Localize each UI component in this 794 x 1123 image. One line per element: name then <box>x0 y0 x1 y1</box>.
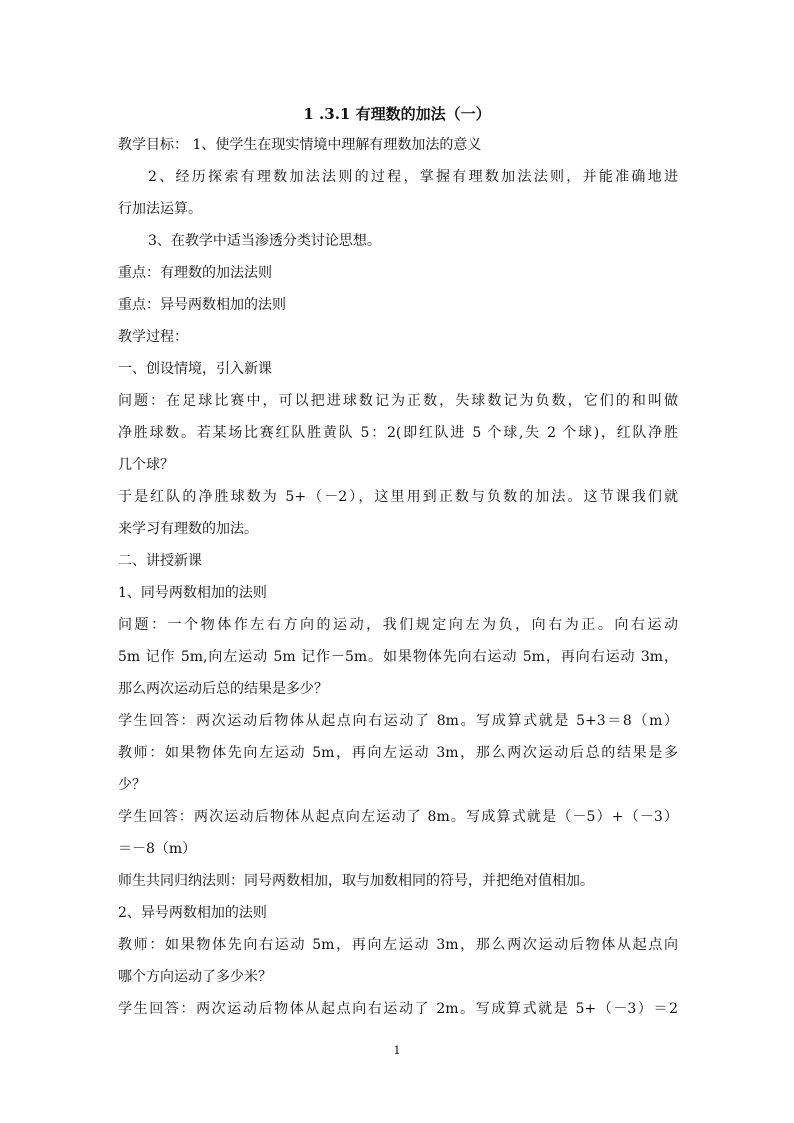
paragraph-line: 净胜球数。若某场比赛红队胜黄队 5：2(即红队进 5 个球,失 2 个球)，红队净胜 <box>118 425 678 441</box>
teaching-process-heading: 教学过程： <box>118 329 188 345</box>
page-number: 1 <box>393 1044 401 1057</box>
objective-line-3: 3、在教学中适当渗透分类讨论思想。 <box>148 233 381 249</box>
student-answer-line: 学生回答：两次运动后物体从起点向左运动了 8m。写成算式就是（－5）+（－3） <box>118 809 678 825</box>
teacher-question-line-continued: 少？ <box>118 777 146 793</box>
teacher-question-line: 教师：如果物体先向右运动 5m，再向左运动 3m，那么两次运动后物体从起点向 <box>118 937 678 953</box>
paragraph-line: 几个球？ <box>118 457 174 473</box>
page-title: 1 .3.1 有理数的加法（一） <box>303 105 491 123</box>
section-heading-intro: 一、创设情境，引入新课 <box>118 361 272 377</box>
paragraph-line: 问题：一个物体作左右方向的运动，我们规定向左为负，向右为正。向右运动 <box>118 617 678 633</box>
student-answer-line: 学生回答：两次运动后物体从起点向右运动了 2m。写成算式就是 5+（－3）＝2 <box>118 1001 678 1017</box>
key-point-line-2: 重点：异号两数相加的法则 <box>118 297 286 313</box>
key-point-line: 重点：有理数的加法法则 <box>118 265 272 281</box>
paragraph-line: 问题：在足球比赛中，可以把进球数记为正数，失球数记为负数，它们的和叫做 <box>118 393 678 409</box>
subsection-heading-same-sign: 1、同号两数相加的法则 <box>118 585 267 601</box>
section-heading-new-lesson: 二、讲授新课 <box>118 553 202 569</box>
student-answer-line-continued: ＝－8（m） <box>118 841 197 857</box>
objective-line-2-continued: 行加法运算。 <box>118 201 202 217</box>
paragraph-line: 来学习有理数的加法。 <box>118 521 258 537</box>
paragraph-line: 5m 记作 5m,向左运动 5m 记作－5m。如果物体先向右运动 5m，再向右运动 3m， <box>118 649 678 665</box>
paragraph-line: 于是红队的净胜球数为 5+（－2），这里用到正数与负数的加法。这节课我们就 <box>118 489 678 505</box>
subsection-heading-opposite-sign: 2、异号两数相加的法则 <box>118 905 267 921</box>
paragraph-line: 那么两次运动后总的结果是多少？ <box>118 681 328 697</box>
objective-line-2: 2、经历探索有理数加法法则的过程，掌握有理数加法法则，并能准确地进 <box>148 169 678 185</box>
rule-summary-line: 师生共同归纳法则：同号两数相加，取与加数相同的符号，并把绝对值相加。 <box>118 873 594 889</box>
teacher-question-line-continued: 哪个方向运动了多少米？ <box>118 969 272 985</box>
student-answer-line: 学生回答：两次运动后物体从起点向右运动了 8m。写成算式就是 5+3＝8（m） <box>118 713 678 729</box>
teacher-question-line: 教师：如果物体先向左运动 5m，再向左运动 3m，那么两次运动后总的结果是多 <box>118 745 678 761</box>
objective-line-1: 教学目标： 1、使学生在现实情境中理解有理数加法的意义 <box>118 137 482 153</box>
